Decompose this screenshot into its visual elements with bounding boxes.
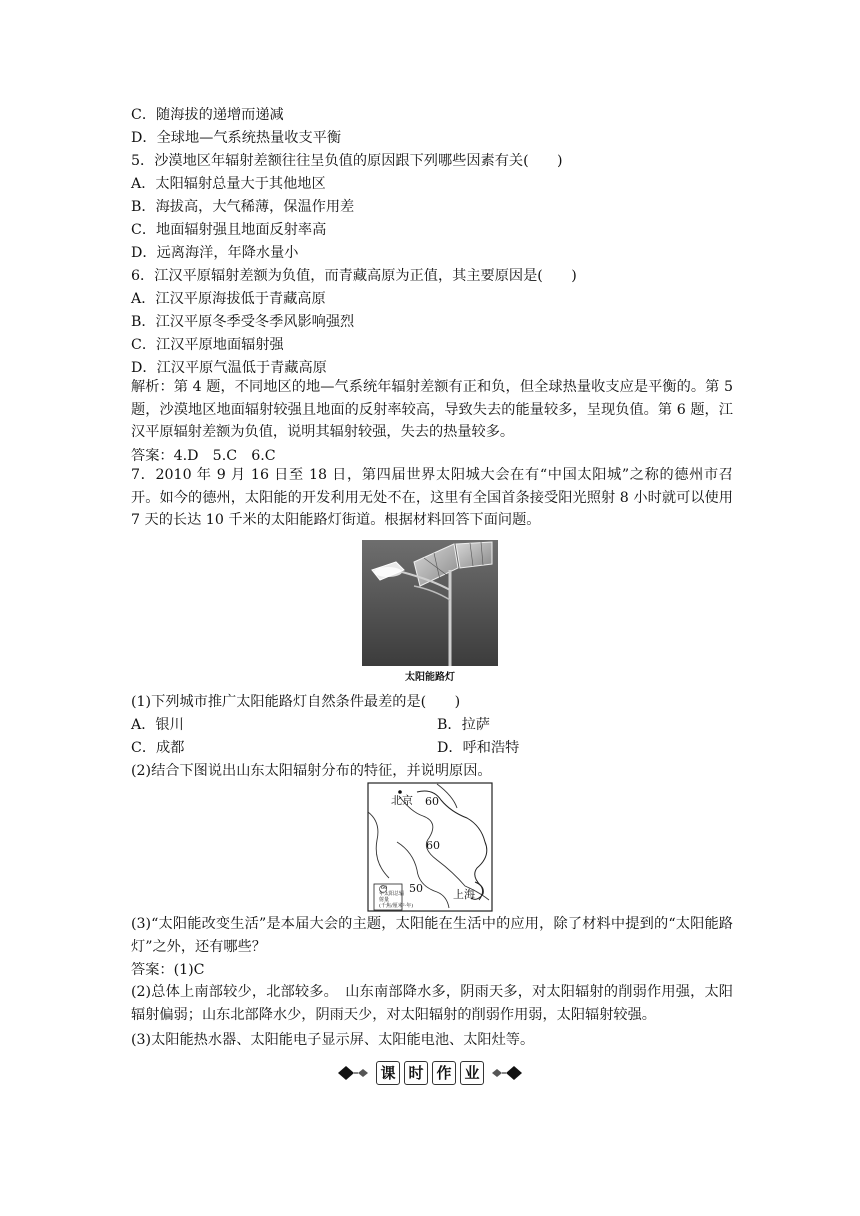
map-legend [379, 885, 413, 909]
q7-1-option-c: C．成都 [131, 740, 185, 756]
q4-option-d: D．全球地—气系统热量收支平衡 [131, 130, 342, 146]
q6-option-a: A．江汉平原海拔低于青藏高原 [131, 291, 326, 307]
map-legend-value: 60 [381, 885, 388, 891]
section-title-char-1: 课 [376, 1061, 400, 1085]
section-title [374, 1060, 486, 1086]
map-legend-text-3: (千焦/厘米²·年) [379, 903, 414, 909]
map-isoline-60-north: 60 [425, 795, 439, 808]
section-title-char-2: 时 [404, 1061, 428, 1085]
answer-456: 答案：4.D 5.C 6.C [131, 448, 276, 464]
q6-stem: 6．江汉平原辐射差额为负值，而青藏高原为正值，其主要原因是( ) [131, 268, 577, 284]
q6-option-d: D．江汉平原气温低于青藏高原 [131, 360, 327, 376]
map-isoline-60-middle: 60 [426, 839, 440, 852]
map-isoline-50: 50 [409, 882, 423, 895]
section-title-char-4: 业 [460, 1061, 484, 1085]
q7-2-stem: (2)结合下图说出山东太阳辐射分布的特征，并说明原因。 [131, 763, 492, 779]
q7-3-stem: (3)“太阳能改变生活”是本届大会的主题，太阳能在生活中的应用，除了材料中提到的“太阳能路灯”之外，还有哪些？ [131, 916, 733, 955]
q6-option-b: B．江汉平原冬季受冬季风影响强烈 [131, 314, 355, 330]
answer-2: (2)总体上南部较少，北部较多。 山东南部降水多，阴雨天多，对太阳辐射的削弱作用强，太阳辐射偏弱；山东北部降水少，阴雨天少，对太阳辐射的削弱作用弱，太阳辐射较强。 [131, 984, 733, 1023]
solar-street-lamp-photo [362, 540, 498, 666]
q5-option-d: D．远离海洋，年降水量小 [131, 245, 299, 261]
answer-3: (3)太阳能热水器、太阳能电子显示屏、太阳能电池、太阳灶等。 [131, 1032, 535, 1048]
q5-option-b: B．海拔高，大气稀薄，保温作用差 [131, 199, 355, 215]
map-label-shanghai: 上海 [453, 888, 475, 901]
q6-option-c: C．江汉平原地面辐射强 [131, 337, 284, 353]
q5-option-a: A．太阳辐射总量大于其他地区 [131, 176, 326, 192]
analysis-paragraph: 解析：第 4 题，不同地区的地—气系统年辐射差额有正和负，但全球热量收支应是平衡的。第 5 题，沙漠地区地面辐射较强且地面的反射率较高，导致失去的能量较多，呈现负值。第 6 题，江汉平原辐射差额为负值，说明其辐射较强，失去的热量较多。 [131, 379, 733, 441]
section-banner [330, 1060, 530, 1086]
map-label-beijing: 北京 [391, 794, 413, 807]
q7-1-option-a: A．银川 [131, 717, 184, 733]
q4-option-c: C．随海拔的递增而递减 [131, 107, 284, 123]
map-legend-text-1: 年太阳总辐 [379, 891, 405, 897]
answer-label: 答案：(1)C [131, 962, 205, 978]
q5-stem: 5．沙漠地区年辐射差额往往呈负值的原因跟下列哪些因素有关( ) [131, 153, 563, 169]
q7-1-stem: (1)下列城市推广太阳能路灯自然条件最差的是( ) [131, 694, 461, 710]
map-legend-text-2: 射量 [379, 897, 390, 903]
q7-intro: 7．2010 年 9 月 16 日至 18 日，第四届世界太阳城大会在有“中国太阳城”之称的德州市召开。如今的德州，太阳能的开发利用无处不在，这里有全国首条接受阳光照射 8 小时就可以使用 7 天的长达 10 千米的太阳能路灯街道。根据材料回答下面问题。 [131, 467, 733, 529]
q7-1-option-b: B．拉萨 [437, 717, 490, 733]
shandong-radiation-map [367, 782, 493, 912]
q5-option-c: C．地面辐射强且地面反射率高 [131, 222, 327, 238]
section-title-char-3: 作 [432, 1061, 456, 1085]
figure-caption: 太阳能路灯 [405, 672, 455, 683]
q7-1-option-d: D．呼和浩特 [437, 740, 520, 756]
